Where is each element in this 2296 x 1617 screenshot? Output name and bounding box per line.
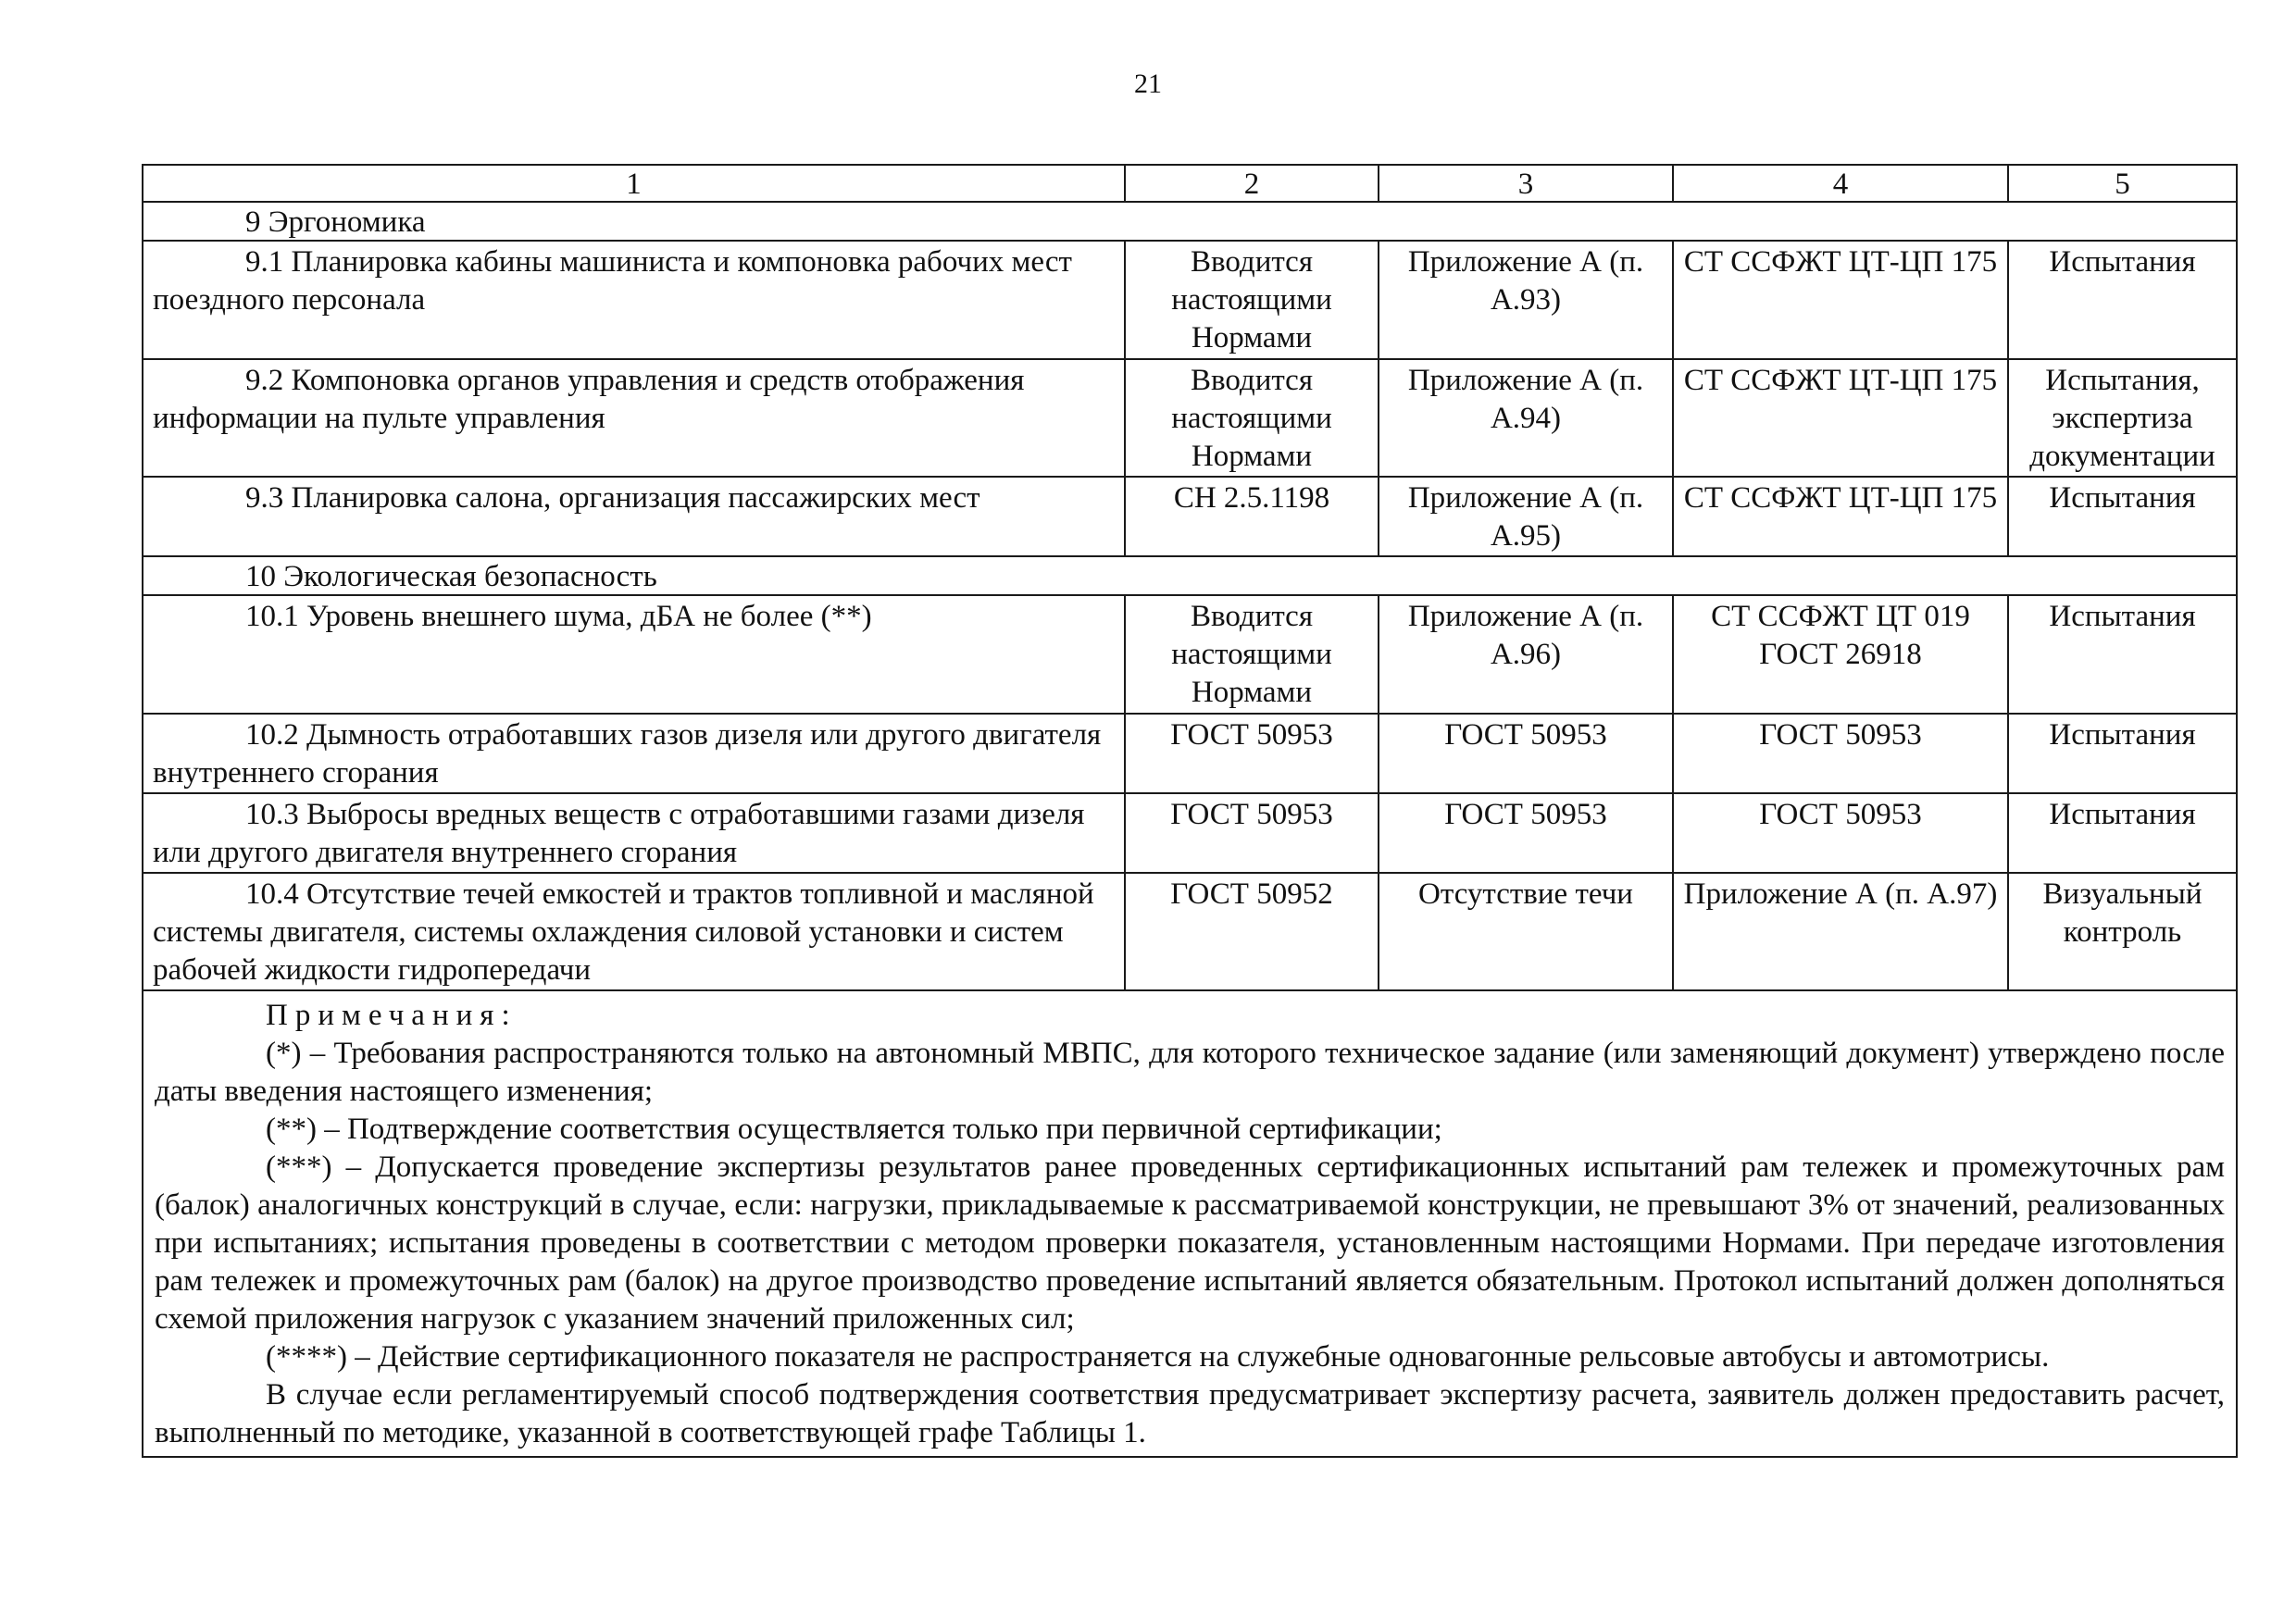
header-col-3: 3	[1379, 165, 1673, 202]
row-col4: СТ ССФЖТ ЦТ-ЦП 175	[1673, 241, 2008, 359]
section-row-ecology	[143, 556, 2237, 595]
page-number: 21	[1134, 68, 1162, 99]
table-row	[143, 793, 2237, 873]
row-col2: ГОСТ 50952	[1125, 873, 1379, 990]
table-row	[143, 241, 2237, 359]
row-col3: ГОСТ 50953	[1379, 793, 1673, 873]
row-col4: СТ ССФЖТ ЦТ 019 ГОСТ 26918	[1673, 595, 2008, 714]
row-col5: Испытания	[2008, 241, 2237, 359]
notes-row	[143, 990, 2237, 1457]
row-col4: СТ ССФЖТ ЦТ-ЦП 175	[1673, 477, 2008, 556]
row-col5: Испытания	[2008, 595, 2237, 714]
row-name: 10.2 Дымность отработавших газов дизеля или другого двигателя внутреннего сгорания	[143, 714, 1125, 793]
table-row	[143, 477, 2237, 556]
note-item: (*) – Требования распространяются только на автономный МВПС, для которого техническое задание (или заменяющий документ) утверждено после даты введения настоящего изменения;	[155, 1037, 2225, 1108]
row-col3: Приложение А (п. А.94)	[1379, 359, 1673, 477]
row-col5: Визуальный контроль	[2008, 873, 2237, 990]
row-name: 10.3 Выбросы вредных веществ с отработавшими газами дизеля или другого двигателя внутреннего сгорания	[143, 793, 1125, 873]
row-name: 9.2 Компоновка органов управления и средств отображения информации на пульте управления	[143, 359, 1125, 477]
row-col3: Приложение А (п. А.93)	[1379, 241, 1673, 359]
section-row-ergonomics	[143, 202, 2237, 241]
row-col2: Вводится настоящими Нормами	[1125, 595, 1379, 714]
row-col3: Отсутствие течи	[1379, 873, 1673, 990]
row-col2: ГОСТ 50953	[1125, 714, 1379, 793]
row-col4: ГОСТ 50953	[1673, 793, 2008, 873]
notes-cell	[143, 990, 2237, 1457]
table-row	[143, 714, 2237, 793]
header-col-1: 1	[143, 165, 1125, 202]
row-name: 10.4 Отсутствие течей емкостей и трактов топливной и масляной системы двигателя, системы охлаждения силовой установки и систем рабочей жидкости гидропередачи	[143, 873, 1125, 990]
notes-title: Примечания:	[266, 999, 518, 1032]
row-name: 10.1 Уровень внешнего шума, дБА не более (**)	[143, 595, 1125, 714]
row-col5: Испытания	[2008, 793, 2237, 873]
note-item: (**) – Подтверждение соответствия осуществляется только при первичной сертификации;	[266, 1113, 1442, 1146]
table-row	[143, 359, 2237, 477]
section-title: 9 Эргономика	[143, 202, 2237, 241]
row-name: 9.1 Планировка кабины машиниста и компоновка рабочих мест поездного персонала	[143, 241, 1125, 359]
header-col-5: 5	[2008, 165, 2237, 202]
row-col5: Испытания	[2008, 714, 2237, 793]
row-col2: Вводится настоящими Нормами	[1125, 359, 1379, 477]
row-name: 9.3 Планировка салона, организация пассажирских мест	[143, 477, 1125, 556]
header-col-2: 2	[1125, 165, 1379, 202]
note-item: (****) – Действие сертификационного показателя не распространяется на служебные одновагонные рельсовые автобусы и автомотрисы.	[266, 1340, 2050, 1374]
row-col3: Приложение А (п. А.95)	[1379, 477, 1673, 556]
table-row	[143, 873, 2237, 990]
note-item: В случае если регламентируемый способ подтверждения соответствия предусматривает экспертизу расчета, заявитель должен предоставить расчет, выполненный по методике, указанной в соответствующей графе Таблицы 1.	[155, 1378, 2225, 1449]
row-col5: Испытания, экспертиза документации	[2008, 359, 2237, 477]
row-col4: ГОСТ 50953	[1673, 714, 2008, 793]
header-col-4: 4	[1673, 165, 2008, 202]
row-col2: Вводится настоящими Нормами	[1125, 241, 1379, 359]
row-col2: ГОСТ 50953	[1125, 793, 1379, 873]
table-header-row	[143, 165, 2237, 202]
section-title: 10 Экологическая безопасность	[143, 556, 2237, 595]
row-col5: Испытания	[2008, 477, 2237, 556]
row-col2: СН 2.5.1198	[1125, 477, 1379, 556]
row-col4: СТ ССФЖТ ЦТ-ЦП 175	[1673, 359, 2008, 477]
row-col4: Приложение А (п. А.97)	[1673, 873, 2008, 990]
table-row	[143, 595, 2237, 714]
row-col3: Приложение А (п. А.96)	[1379, 595, 1673, 714]
row-col3: ГОСТ 50953	[1379, 714, 1673, 793]
note-item: (***) – Допускается проведение экспертизы результатов ранее проведенных сертификационных испытаний рам тележек и промежуточных рам (балок) аналогичных конструкций в случае, если: нагрузки, прикладываемые к рассматриваемой конструкции, не превышают 3% от значений, реализованных при испытаниях; испытания проведены в соответствии с методом проверки показателя, установленным настоящими Нормами. При передаче изготовления рам тележек и промежуточных рам (балок) на другое производство проведение испытаний является обязательным. Протокол испытаний должен дополняться схемой приложения нагрузок с указанием значений приложенных сил;	[155, 1151, 2225, 1336]
requirements-table	[142, 164, 2238, 1458]
